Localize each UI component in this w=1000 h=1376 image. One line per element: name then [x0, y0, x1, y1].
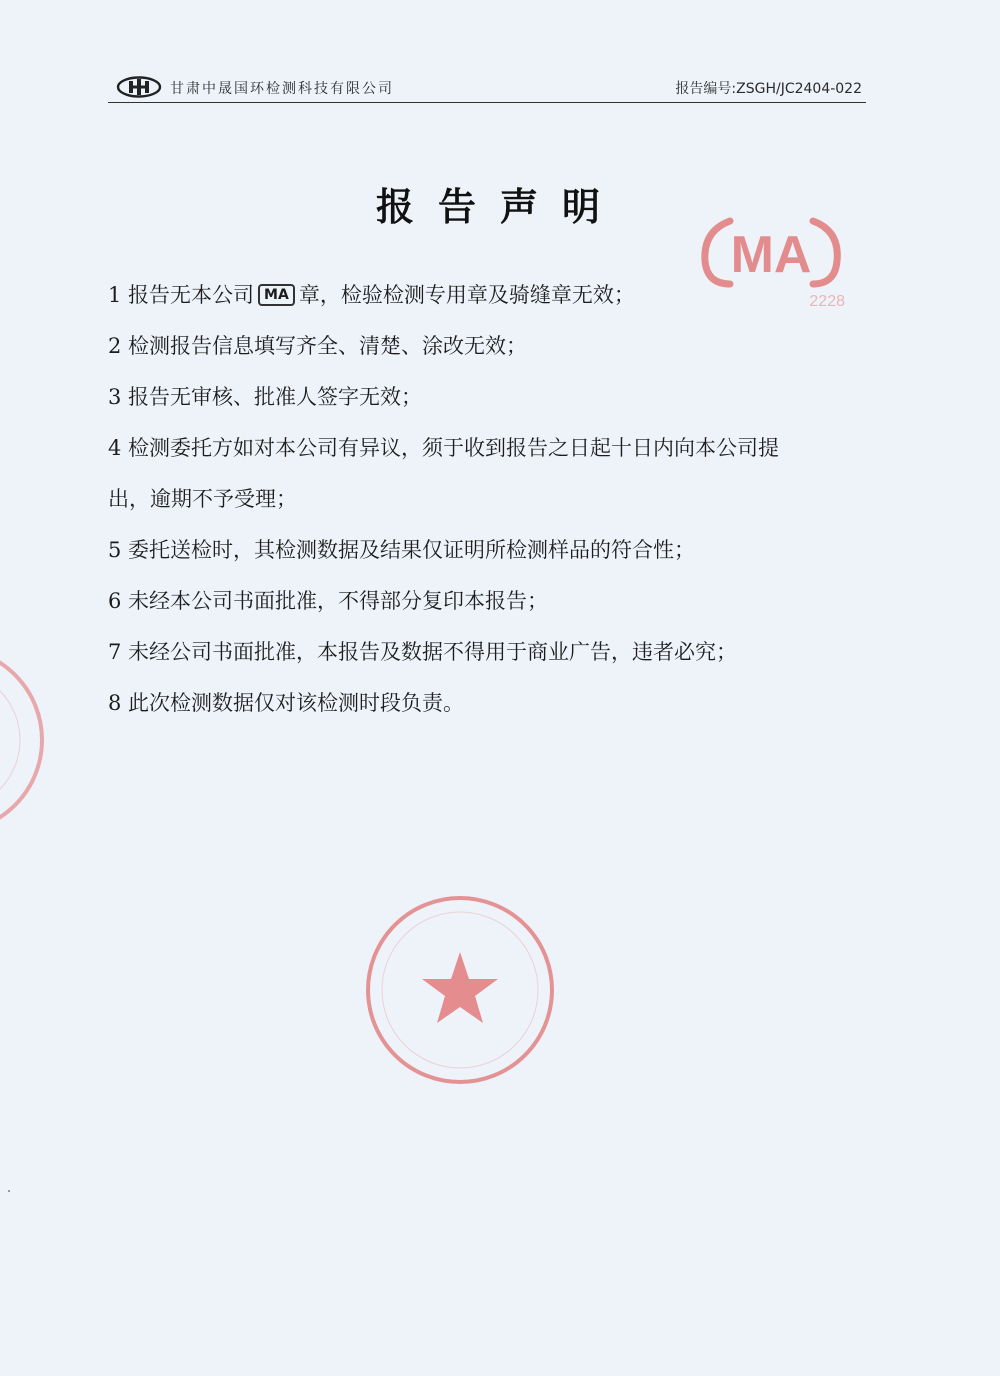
svg-text:MA: MA [730, 226, 812, 284]
statement-list [108, 270, 878, 729]
statement-item-6: 6 未经本公司书面批准，不得部分复印本报告； [108, 589, 549, 613]
scan-speck [8, 1190, 10, 1192]
page-title: 报告声明 [375, 184, 624, 229]
statement-item-1-tail: 章，检验检测专用章及骑缝章无效； [298, 283, 635, 307]
company-logo-icon [116, 76, 162, 98]
statement-item-5: 5 委托送检时，其检测数据及结果仅证明所检测样品的符合性； [108, 538, 696, 562]
statement-item-4: 4 检测委托方如对本公司有异议，须于收到报告之日起十日内向本公司提 [108, 436, 780, 460]
report-number: 报告编号:ZSGH/JC2404-022 [675, 81, 862, 97]
company-name: 甘肃中晟国环检测科技有限公司 [170, 81, 394, 97]
company-seal-icon [360, 890, 560, 1090]
edge-seal-icon [0, 640, 50, 840]
statement-item-2: 2 检测报告信息填写齐全、清楚、涂改无效； [108, 334, 528, 358]
svg-text:2228: 2228 [809, 293, 845, 310]
cma-mark-icon: MA [258, 284, 295, 306]
statement-item-1-lead: 1 报告无本公司 [108, 283, 255, 307]
cma-stamp-icon [695, 206, 845, 316]
page-header [108, 74, 866, 103]
statement-item-3: 3 报告无审核、批准人签字无效； [108, 385, 423, 409]
statement-item-4-continued: 出，逾期不予受理； [108, 487, 297, 511]
statement-item-8: 8 此次检测数据仅对该检测时段负责。 [108, 691, 465, 715]
statement-item-7: 7 未经公司书面批准，本报告及数据不得用于商业广告，违者必究； [108, 640, 738, 664]
